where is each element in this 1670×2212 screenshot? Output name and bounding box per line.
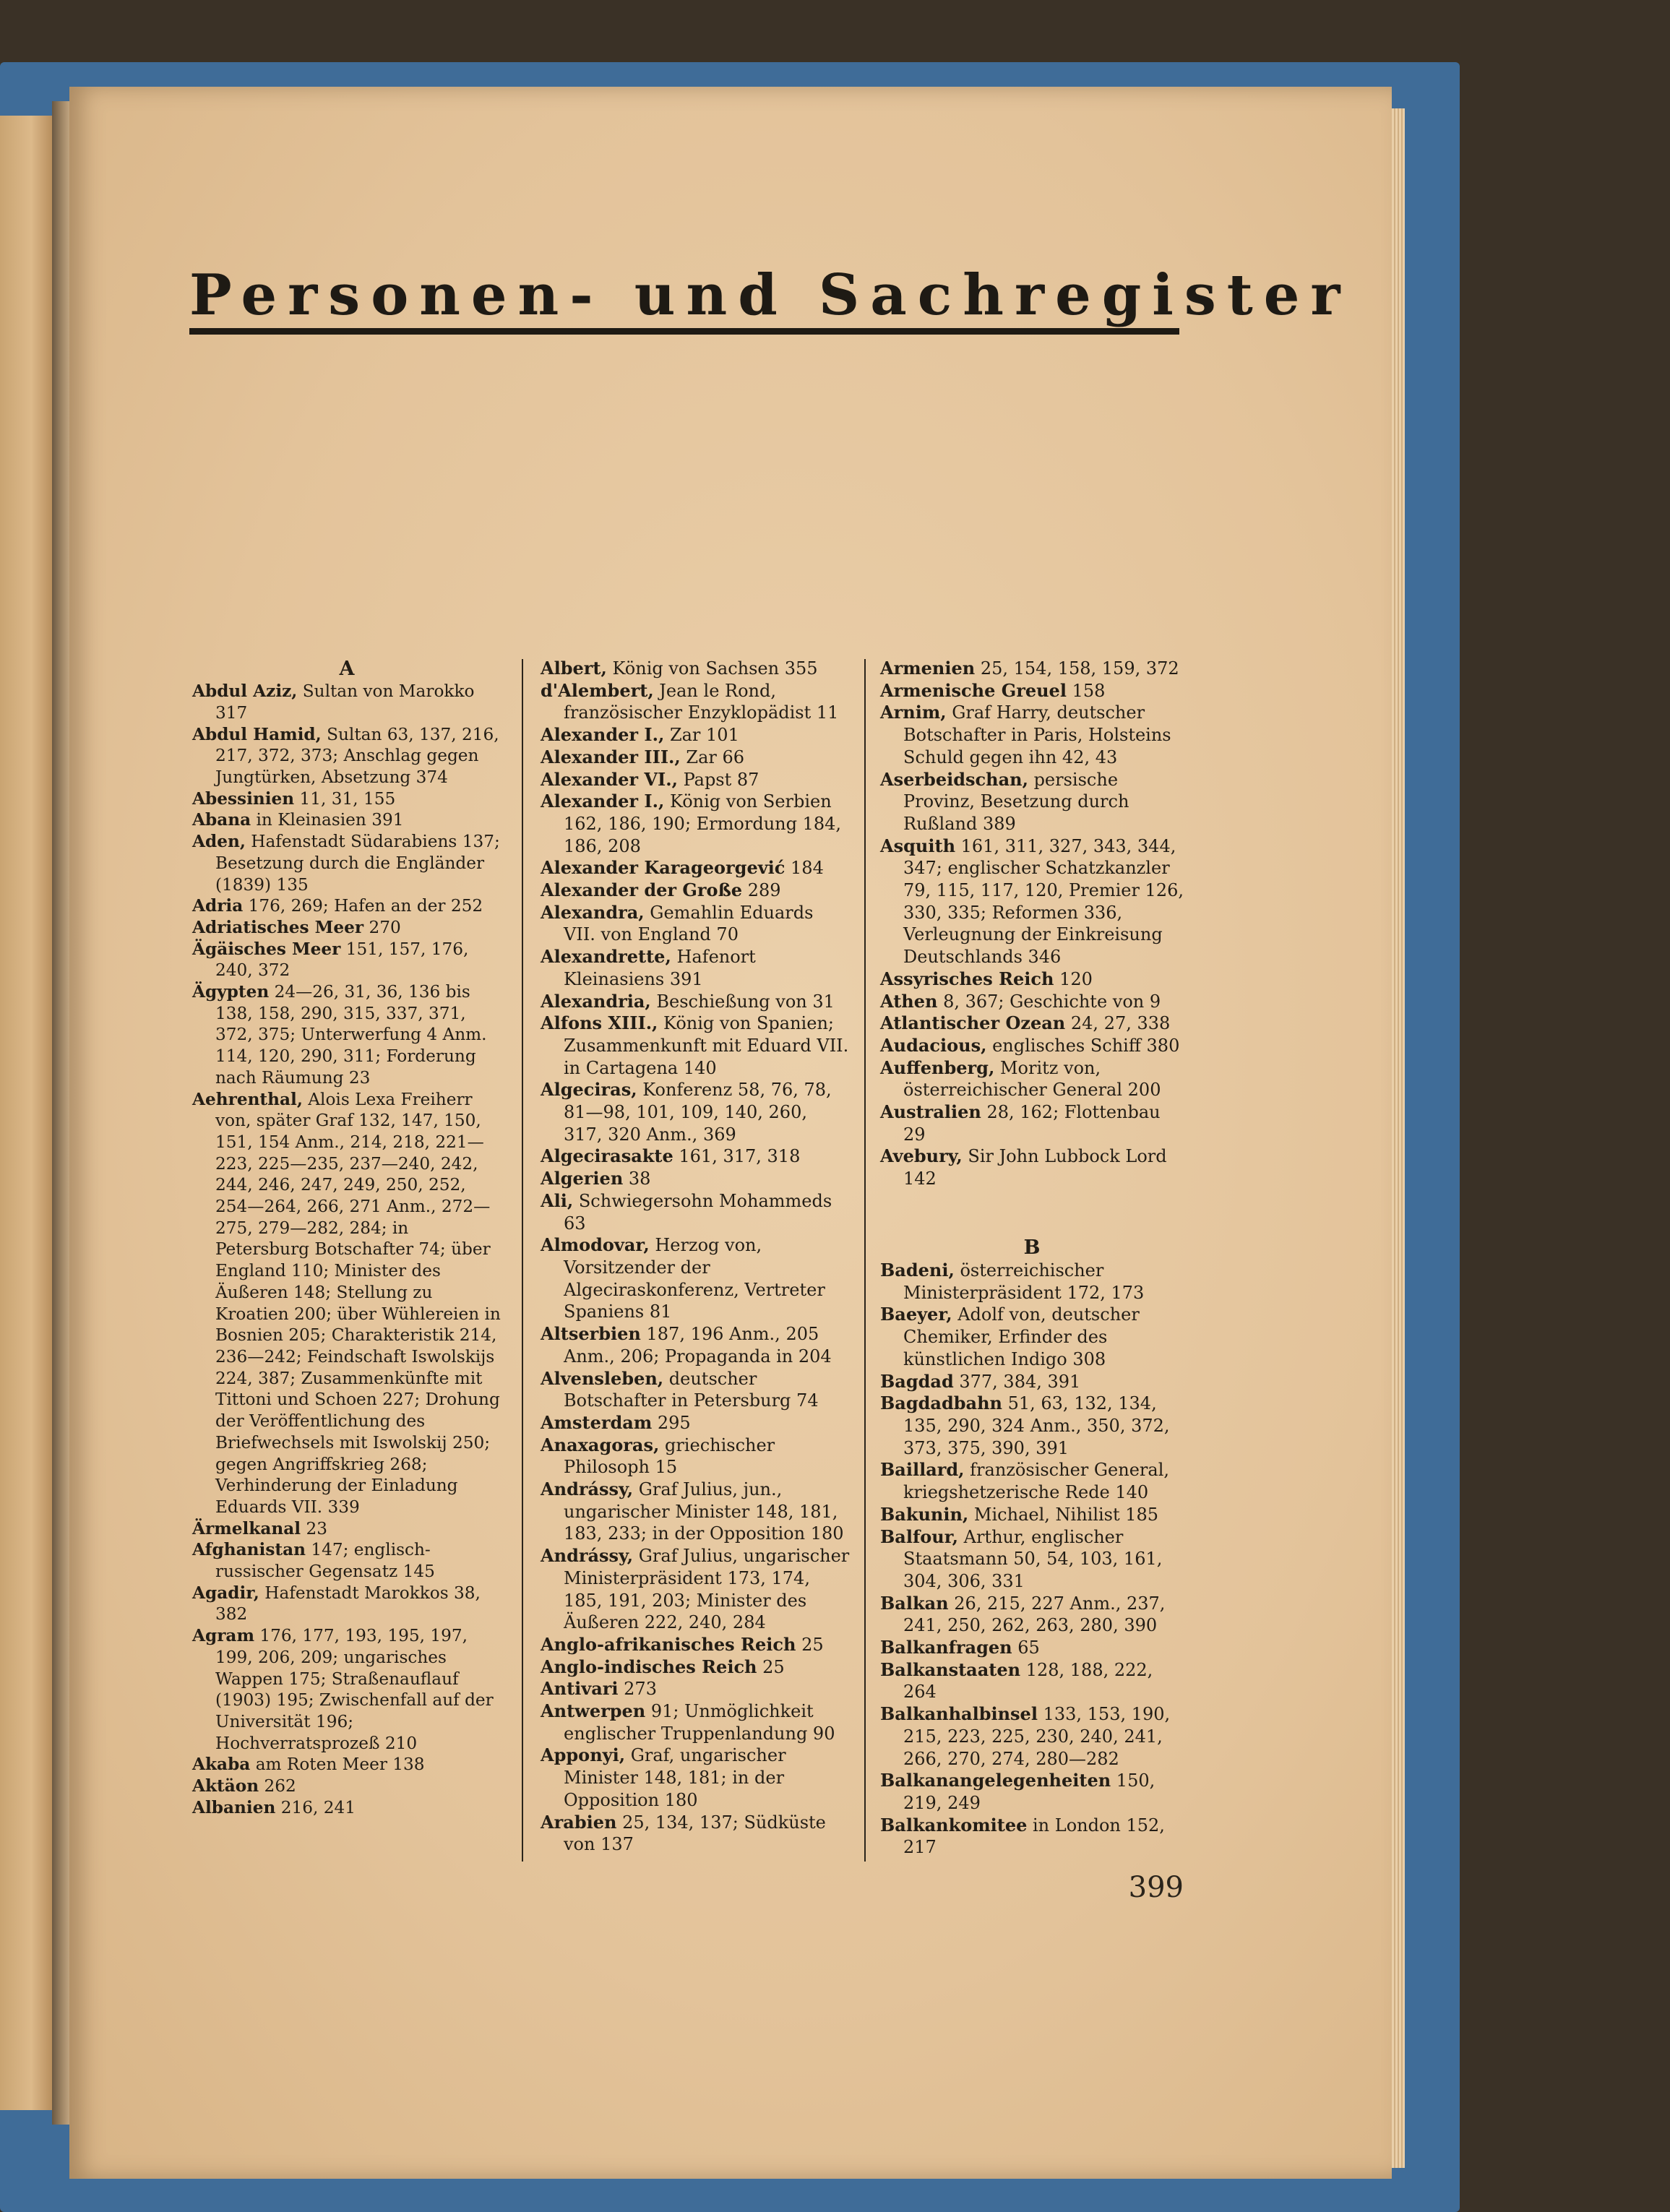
index-entry xyxy=(541,1678,850,1700)
entry-text: 133, 153, 190, 215, 223, 225, 230, 240, 241, 266, 270, 274, 280—282 xyxy=(903,1704,1176,1769)
index-entry xyxy=(880,991,1184,1013)
entry-text: Moritz von, österreichischer General 200 xyxy=(903,1057,1161,1101)
index-entry xyxy=(880,1260,1184,1304)
index-column-2 xyxy=(541,658,855,1856)
entry-headword: Aserbeidschan, xyxy=(880,768,1028,790)
entry-headword: Asquith xyxy=(880,835,956,856)
entry-text: 24, 27, 338 xyxy=(1065,1013,1171,1034)
entry-text: König von Serbien 162, 186, 190; Ermordung 184, 186, 208 xyxy=(564,791,847,856)
index-entry xyxy=(192,1583,502,1625)
entry-text: 377, 384, 391 xyxy=(953,1371,1081,1392)
index-entry xyxy=(541,1412,850,1434)
entry-headword: Abessinien xyxy=(192,788,295,809)
previous-page-edge xyxy=(0,116,52,2110)
index-entry xyxy=(880,1057,1184,1101)
entry-headword: Almodovar, xyxy=(541,1234,650,1256)
index-column-1 xyxy=(192,658,507,1818)
entry-headword: Alexandra, xyxy=(541,901,645,923)
entry-headword: Aehrenthal, xyxy=(192,1089,303,1109)
index-entry xyxy=(541,1744,850,1811)
entry-headword: Balkanstaaten xyxy=(880,1658,1021,1680)
index-entry xyxy=(541,1634,850,1656)
index-entry xyxy=(541,1812,850,1856)
index-entry xyxy=(192,1539,502,1582)
entry-text: 51, 63, 132, 134, 135, 290, 324 Anm., 350, 372, 373, 375, 390, 391 xyxy=(903,1393,1176,1458)
entry-headword: Alexander III., xyxy=(541,746,681,767)
entry-text: 25 xyxy=(796,1634,824,1655)
entry-text: 158 xyxy=(1066,680,1106,701)
entry-headword: Alexander VI., xyxy=(541,768,678,790)
entry-text: Michael, Nihilist 185 xyxy=(968,1504,1159,1525)
entry-headword: Algecirasakte xyxy=(541,1145,673,1167)
entry-text: Hafenstadt Südarabiens 137; Besetzung durch die Engländer (1839) 135 xyxy=(215,832,506,895)
entry-text: Adolf von, deutscher Chemiker, Erfinder des künstlichen Indigo 308 xyxy=(903,1304,1145,1369)
entry-headword: Alexander Karageorgević xyxy=(541,857,785,879)
index-entry xyxy=(880,1371,1184,1393)
entry-text: 289 xyxy=(742,880,781,901)
index-entry xyxy=(541,991,850,1013)
index-entry xyxy=(192,1625,502,1754)
entry-text: Beschießung von 31 xyxy=(650,991,835,1012)
entry-headword: Agram xyxy=(192,1626,254,1646)
entry-headword: Adria xyxy=(192,896,244,916)
index-entry xyxy=(192,895,502,917)
entry-text: 273 xyxy=(618,1679,657,1700)
entry-headword: Bakunin, xyxy=(880,1503,969,1525)
entry-text: am Roten Meer 138 xyxy=(250,1755,425,1775)
entry-text: 25, 134, 137; Südküste von 137 xyxy=(564,1812,832,1855)
index-entry xyxy=(192,917,502,939)
entry-headword: Antwerpen xyxy=(541,1700,646,1722)
index-entry xyxy=(192,1518,502,1540)
entry-headword: Alexander I., xyxy=(541,724,665,746)
index-entry xyxy=(880,1593,1184,1637)
entry-headword: Bagdad xyxy=(880,1370,954,1392)
index-entry xyxy=(880,1101,1184,1145)
entry-text: englisches Schiff 380 xyxy=(986,1035,1180,1056)
column-divider xyxy=(522,659,523,1862)
entry-text: 187, 196 Anm., 205 Anm., 206; Propaganda in 204 xyxy=(564,1324,832,1367)
entry-headword: Auffenberg, xyxy=(880,1056,995,1078)
entry-headword: Alexander I., xyxy=(541,791,665,812)
entry-text: Sir John Lubbock Lord 142 xyxy=(903,1146,1173,1189)
entry-headword: Alexander der Große xyxy=(541,879,743,901)
index-entry xyxy=(880,1304,1184,1370)
entry-text: 25, 154, 158, 159, 372 xyxy=(975,658,1179,679)
index-entry xyxy=(541,1168,850,1190)
index-entry xyxy=(880,1659,1184,1703)
index-entry xyxy=(541,1479,850,1545)
entry-headword: Altserbien xyxy=(541,1323,641,1345)
entry-headword: Andrássy, xyxy=(541,1545,634,1567)
entry-headword: Akaba xyxy=(192,1755,251,1775)
index-entry xyxy=(541,879,850,902)
entry-headword: Atlantischer Ozean xyxy=(880,1012,1066,1034)
column-divider xyxy=(864,659,866,1862)
entry-text: 150, 219, 249 xyxy=(903,1770,1161,1813)
entry-text: 28, 162; Flottenbau 29 xyxy=(903,1102,1166,1145)
index-entry xyxy=(541,1700,850,1744)
index-entry xyxy=(541,1656,850,1679)
index-entry xyxy=(541,1434,850,1479)
entry-headword: Armenische Greuel xyxy=(880,679,1067,701)
index-entry xyxy=(192,1776,502,1797)
entry-text: Schwiegersohn Mohammeds 63 xyxy=(564,1190,838,1234)
entry-headword: Alexandrette, xyxy=(541,946,671,968)
index-entry xyxy=(541,1012,854,1079)
index-column-3 xyxy=(880,658,1189,1859)
entry-headword: Balkanangelegenheiten xyxy=(880,1770,1111,1791)
entry-text: König von Sachsen 355 xyxy=(606,658,818,679)
entry-headword: Abdul Hamid, xyxy=(192,724,322,744)
entry-headword: Balkanhalbinsel xyxy=(880,1703,1038,1725)
entry-headword: Algerien xyxy=(541,1168,624,1189)
entry-text: Sultan von Marokko 317 xyxy=(215,681,480,723)
entry-headword: Ägypten xyxy=(192,982,270,1002)
index-entry xyxy=(541,658,850,680)
entry-headword: Balkan xyxy=(880,1592,949,1614)
index-entry xyxy=(192,981,502,1089)
entry-headword: Athen xyxy=(880,990,938,1012)
entry-headword: Balkankomitee xyxy=(880,1814,1028,1836)
entry-text: 11, 31, 155 xyxy=(294,788,396,809)
entry-text: 161, 311, 327, 343, 344, 347; englischer Schatzkanzler 79, 115, 117, 120, Premier 126, 330, 335; Reformen 336, Verleugnung der Einkreisung Deutschlands 346 xyxy=(903,835,1189,968)
entry-headword: Arabien xyxy=(541,1811,617,1833)
entry-headword: Anglo-indisches Reich xyxy=(541,1656,757,1677)
entry-text: Arthur, englischer Staatsmann 50, 54, 103, 161, 304, 306, 331 xyxy=(903,1526,1168,1591)
entry-headword: d'Alembert, xyxy=(541,679,654,701)
entry-text: Papst 87 xyxy=(677,769,759,790)
page-title: Personen- und Sachregister xyxy=(189,262,1351,328)
entry-headword: Avebury, xyxy=(880,1145,963,1167)
entry-text: 161, 317, 318 xyxy=(673,1146,801,1167)
entry-headword: Albanien xyxy=(192,1797,276,1817)
entry-text: Konferenz 58, 76, 78, 81—98, 101, 109, 140, 260, 317, 320 Anm., 369 xyxy=(564,1080,838,1145)
index-entry xyxy=(880,658,1184,680)
entry-text: griechischer Philosoph 15 xyxy=(564,1434,780,1478)
entry-text: Sultan 63, 137, 216, 217, 372, 373; Anschlag gegen Jungtürken, Absetzung 374 xyxy=(215,724,505,787)
entry-text: 65 xyxy=(1012,1638,1040,1658)
entry-headword: Albert, xyxy=(541,658,607,679)
entry-text: König von Spanien; Zusammenkunft mit Eduard VII. in Cartagena 140 xyxy=(564,1013,854,1078)
index-entry xyxy=(541,1079,850,1145)
index-entry xyxy=(541,1323,850,1367)
index-entry xyxy=(880,1393,1184,1459)
index-entry xyxy=(541,1368,850,1412)
entry-headword: Baillard, xyxy=(880,1459,965,1481)
entry-text: 295 xyxy=(652,1412,691,1433)
entry-headword: Algeciras, xyxy=(541,1079,637,1101)
index-entry xyxy=(880,1526,1184,1593)
entry-text: 8, 367; Geschichte von 9 xyxy=(937,991,1161,1012)
index-entry xyxy=(880,1770,1184,1814)
index-entry xyxy=(192,1797,502,1819)
index-entry xyxy=(541,680,850,724)
index-entry xyxy=(880,1815,1184,1859)
entry-text: 128, 188, 222, 264 xyxy=(903,1659,1158,1703)
entry-text: 216, 241 xyxy=(275,1797,356,1817)
entry-text: 184 xyxy=(785,858,824,879)
entry-headword: Abana xyxy=(192,810,251,830)
entry-headword: Agadir, xyxy=(192,1583,259,1603)
index-entry xyxy=(880,702,1184,768)
entry-text: österreichischer Ministerpräsident 172, 173 xyxy=(903,1260,1145,1303)
section-letter: A xyxy=(339,658,355,680)
entry-headword: Arnim, xyxy=(880,702,947,723)
index-entry xyxy=(192,1754,502,1776)
page-edges xyxy=(1392,108,1405,2168)
index-entry xyxy=(192,831,506,895)
index-entry xyxy=(192,1089,507,1518)
index-entry xyxy=(192,809,502,831)
entry-text: persische Provinz, Besetzung durch Rußland 389 xyxy=(903,769,1135,834)
entry-headword: Alfons XIII., xyxy=(541,1012,658,1034)
index-entry xyxy=(880,968,1184,991)
entry-text: 38 xyxy=(623,1169,651,1189)
entry-headword: Anaxagoras, xyxy=(541,1434,660,1455)
entry-text: 147; englisch-russischer Gegensatz 145 xyxy=(215,1540,435,1582)
index-entry xyxy=(192,788,502,810)
entry-headword: Adriatisches Meer xyxy=(192,917,364,937)
entry-headword: Abdul Aziz, xyxy=(192,681,298,702)
index-entry xyxy=(541,746,850,769)
entry-text: 270 xyxy=(363,917,401,937)
index-entry xyxy=(880,1637,1184,1659)
entry-text: Hafenstadt Marokkos 38, 382 xyxy=(215,1583,486,1624)
entry-headword: Amsterdam xyxy=(541,1411,653,1433)
entry-text: Zar 101 xyxy=(664,725,739,746)
entry-text: 91; Unmöglichkeit englischer Truppenlandung 90 xyxy=(564,1701,835,1744)
entry-text: 25 xyxy=(757,1656,785,1677)
index-entry xyxy=(880,1012,1184,1035)
index-entry xyxy=(880,680,1184,702)
entry-headword: Antivari xyxy=(541,1678,619,1700)
entry-text: 176, 269; Hafen an der 252 xyxy=(243,896,483,916)
entry-text: Graf, ungarischer Minister 148, 181; in der Opposition 180 xyxy=(564,1745,792,1810)
entry-text: 262 xyxy=(259,1776,296,1796)
entry-text: Jean le Rond, französischer Enzyklopädist 11 xyxy=(564,680,839,723)
index-entry xyxy=(880,1703,1184,1770)
section-gap xyxy=(880,1190,1184,1236)
entry-text: französischer General, kriegshetzerische Rede 140 xyxy=(903,1460,1175,1503)
index-entry xyxy=(541,1145,850,1168)
entry-text: in Kleinasien 391 xyxy=(251,810,404,830)
entry-text: Graf Julius, ungarischer Ministerpräsident 173, 174, 185, 191, 203; Minister des Äußeren 222, 240, 284 xyxy=(564,1546,855,1633)
entry-headword: Apponyi, xyxy=(541,1744,626,1766)
entry-headword: Alexandria, xyxy=(541,990,651,1012)
entry-headword: Ägäisches Meer xyxy=(192,939,341,959)
entry-text: Graf Julius, jun., ungarischer Minister 148, 181, 183, 233; in der Opposition 180 xyxy=(564,1479,844,1544)
index-entry xyxy=(541,769,850,791)
entry-headword: Badeni, xyxy=(880,1260,955,1281)
index-entry xyxy=(541,791,850,857)
index-entry xyxy=(880,1459,1184,1503)
entry-text: 23 xyxy=(301,1518,327,1538)
section-letter: B xyxy=(1023,1236,1041,1259)
index-entry xyxy=(541,1545,855,1634)
index-entry xyxy=(541,1190,850,1234)
entry-headword: Bagdadbahn xyxy=(880,1393,1002,1414)
index-entry xyxy=(541,946,850,990)
entry-headword: Afghanistan xyxy=(192,1540,306,1560)
entry-text: 151, 157, 176, 240, 372 xyxy=(215,939,474,981)
entry-text: 120 xyxy=(1054,968,1093,989)
index-entry xyxy=(541,902,850,946)
entry-headword: Audacious, xyxy=(880,1034,987,1056)
index-entry xyxy=(880,1504,1184,1526)
entry-text: Herzog von, Vorsitzender der Algeciraskonferenz, Vertreter Spaniens 81 xyxy=(564,1235,831,1322)
entry-text: Graf Harry, deutscher Botschafter in Paris, Holsteins Schuld gegen ihn 42, 43 xyxy=(903,702,1177,767)
entry-text: 176, 177, 193, 195, 197, 199, 206, 209; ungarisches Wappen 175; Straßenauflauf (1903) 195; Zwischenfall auf der Universität 196; Hochverratsprozeß 210 xyxy=(215,1626,499,1753)
entry-text: Alois Lexa Freiherr von, später Graf 132, 147, 150, 151, 154 Anm., 214, 218, 221—223, 225—235, 237—240, 242, 244, 246, 247, 249, 250, 252, 254—264, 266, 271 Anm., 272—275, 279—282, 284; in Petersburg Botschafter 74; über England 110; Minister des Äußeren 148; Stellung zu Kroatien 200; über Wühlereien in Bosnien 205; Charakteristik 214, 236—242; Feindschaft Iswolskijs 224, 387; Zusammenkünfte mit Tittoni und Schoen 227; Drohung der Veröffentlichung des Briefwechsels mit Iswolskij 250; gegen Angriffskrieg 268; Verhinderung der Einladung Eduards VII. 339 xyxy=(215,1089,507,1517)
index-entry xyxy=(192,939,502,981)
entry-headword: Ali, xyxy=(541,1189,574,1211)
entry-text: 24—26, 31, 36, 136 bis 138, 158, 290, 315, 337, 371, 372, 375; Unterwerfung 4 Anm. 114, 120, 290, 311; Forderung nach Räumung 23 xyxy=(215,982,492,1088)
title-rule xyxy=(189,328,1179,335)
entry-headword: Balkanfragen xyxy=(880,1637,1012,1658)
index-entry xyxy=(541,724,850,746)
entry-text: Zar 66 xyxy=(680,746,745,767)
entry-text: Gemahlin Eduards VII. von England 70 xyxy=(564,902,819,945)
entry-headword: Ärmelkanal xyxy=(192,1518,301,1538)
entry-headword: Andrássy, xyxy=(541,1479,634,1500)
page-number: 399 xyxy=(1128,1871,1184,1904)
entry-headword: Anglo-afrikanisches Reich xyxy=(541,1633,796,1655)
index-entry xyxy=(192,724,505,788)
entry-headword: Aktäon xyxy=(192,1776,259,1796)
index-entry xyxy=(541,1234,850,1323)
entry-headword: Assyrisches Reich xyxy=(880,968,1054,989)
entry-headword: Baeyer, xyxy=(880,1304,952,1325)
index-entry xyxy=(880,769,1184,835)
entry-text: in London 152, 217 xyxy=(903,1815,1171,1858)
entry-headword: Alvensleben, xyxy=(541,1367,664,1389)
entry-headword: Aden, xyxy=(192,832,246,852)
entry-text: deutscher Botschafter in Petersburg 74 xyxy=(564,1368,819,1411)
index-entry xyxy=(880,1145,1184,1189)
entry-text: 26, 215, 227 Anm., 237, 241, 250, 262, 263, 280, 390 xyxy=(903,1593,1171,1636)
entry-text: Hafenort Kleinasiens 391 xyxy=(564,947,762,989)
entry-headword: Balfour, xyxy=(880,1525,958,1547)
index-entry xyxy=(880,1035,1184,1057)
index-entry xyxy=(880,835,1189,968)
entry-headword: Armenien xyxy=(880,658,976,679)
index-entry xyxy=(192,681,502,723)
entry-headword: Australien xyxy=(880,1101,981,1123)
index-entry xyxy=(541,857,850,879)
